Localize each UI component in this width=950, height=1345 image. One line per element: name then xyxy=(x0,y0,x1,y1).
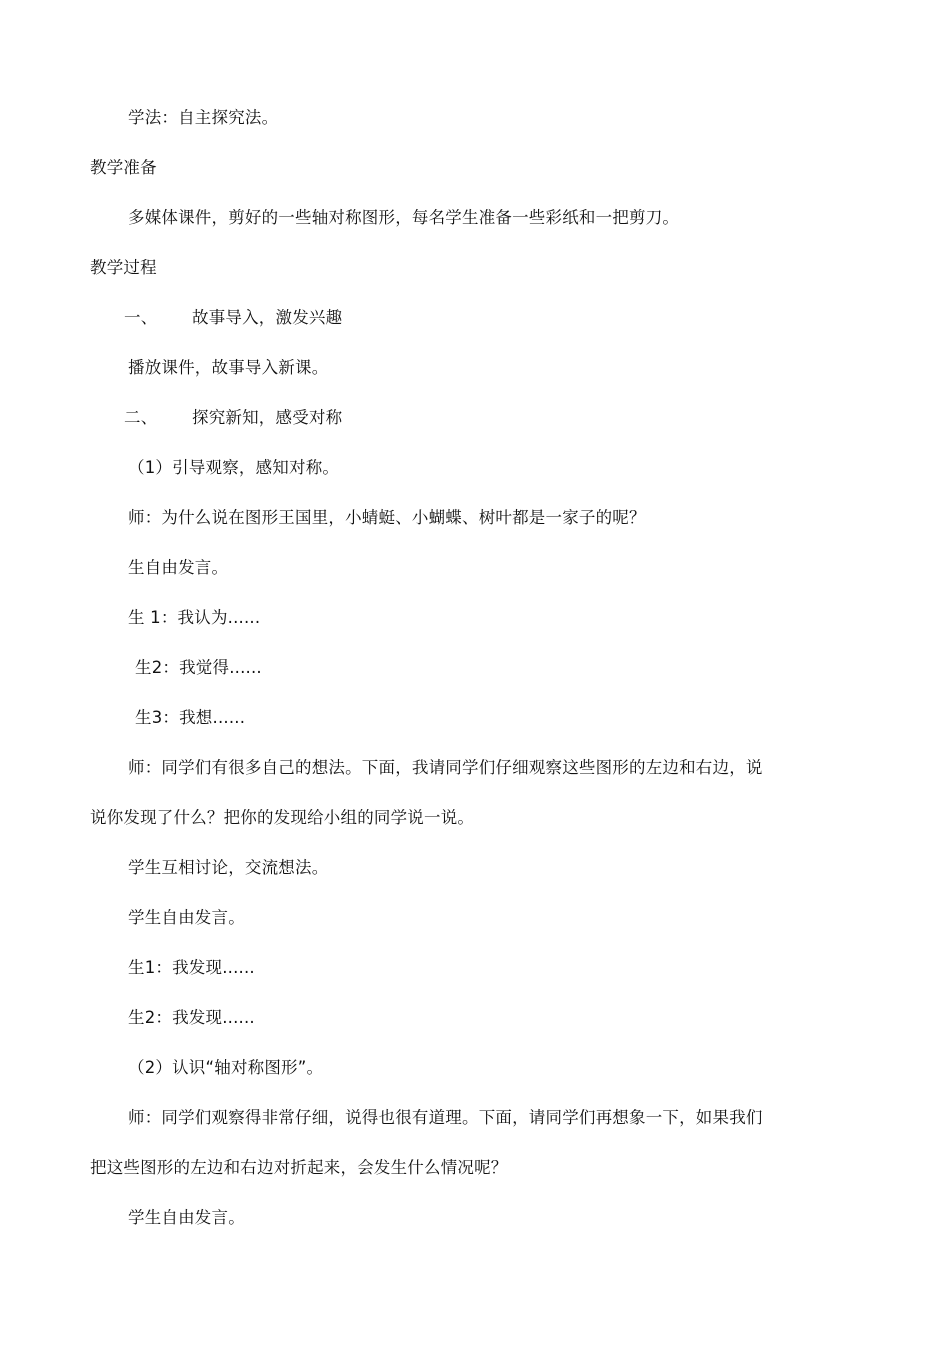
numbered-heading-2-text: 探究新知，感受对称 xyxy=(192,408,343,427)
numbered-heading-1-text: 故事导入，激发兴趣 xyxy=(192,308,343,327)
paragraph-text: 学生自由发言。 xyxy=(128,908,245,927)
section-heading-preparation: 教学准备 xyxy=(90,158,157,177)
subheading-1: （1）引导观察，感知对称。 xyxy=(128,458,340,477)
preparation-text: 多媒体课件，剪好的一些轴对称图形，每名学生准备一些彩纸和一把剪刀。 xyxy=(128,208,680,227)
teacher-question-2-continued: 说你发现了什么？把你的发现给小组的同学说一说。 xyxy=(90,808,475,827)
paragraph-text: 播放课件，故事导入新课。 xyxy=(128,358,329,377)
student-answer-1: 生 1：我认为...... xyxy=(128,608,261,627)
numbered-heading-2-label: 二、 xyxy=(124,408,158,427)
teacher-question-3-continued: 把这些图形的左边和右边对折起来，会发生什么情况呢？ xyxy=(90,1158,508,1177)
numbered-heading-1 xyxy=(124,307,342,329)
numbered-heading-1-label: 一、 xyxy=(124,308,158,327)
paragraph-text: 生自由发言。 xyxy=(128,558,229,577)
student-discovery-1: 生1：我发现...... xyxy=(128,958,255,977)
paragraph-text: 学生互相讨论，交流想法。 xyxy=(128,858,329,877)
teacher-question-3: 师：同学们观察得非常仔细，说得也很有道理。下面，请同学们再想象一下，如果我们 xyxy=(128,1108,763,1127)
teacher-question-1: 师：为什么说在图形王国里，小蜻蜓、小蝴蝶、树叶都是一家子的呢？ xyxy=(128,508,646,527)
student-answer-3: 生3：我想...... xyxy=(135,708,246,727)
student-discovery-2: 生2：我发现...... xyxy=(128,1008,255,1027)
numbered-heading-2 xyxy=(124,407,342,429)
section-heading-process: 教学过程 xyxy=(90,258,157,277)
paragraph-text: 学生自由发言。 xyxy=(128,1208,245,1227)
subheading-2: （2）认识“轴对称图形”。 xyxy=(128,1058,324,1077)
student-answer-2: 生2：我觉得...... xyxy=(135,658,262,677)
study-method-line: 学法：自主探究法。 xyxy=(128,108,279,127)
teacher-question-2: 师：同学们有很多自己的想法。下面，我请同学们仔细观察这些图形的左边和右边，说 xyxy=(128,758,763,777)
